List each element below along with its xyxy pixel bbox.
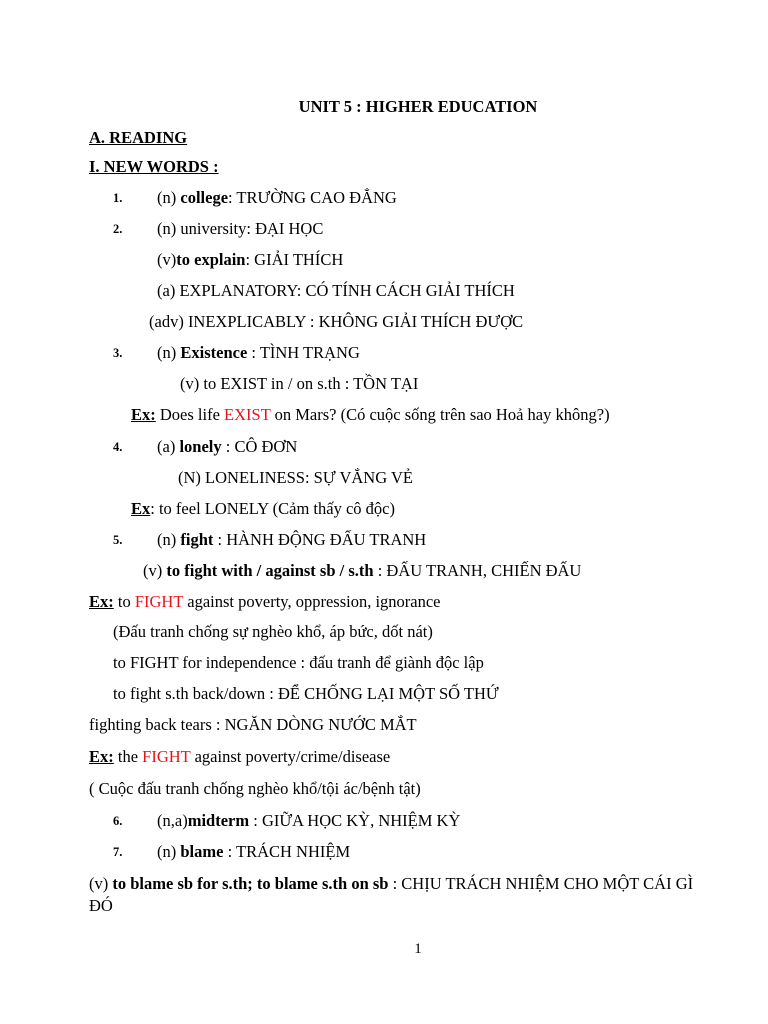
phrase-line-fight-back: to fight s.th back/down : ĐỂ CHỐNG LẠI MỘT SỐ THỨ — [113, 684, 499, 703]
vocab-line-explain — [157, 250, 343, 270]
vocab-meaning: : TRƯỜNG CAO ĐẲNG — [228, 188, 397, 207]
translation-line-crime: ( Cuộc đấu tranh chống nghèo khổ/tội ác/bệnh tật) — [89, 779, 421, 798]
item-number-5: 5. — [113, 533, 123, 547]
phrase-line-independence: to FIGHT for independence : đấu tranh để giành độc lập — [113, 653, 484, 672]
vocab-meaning: : CÔ ĐƠN — [221, 437, 298, 456]
item-number-6: 6. — [113, 814, 123, 828]
section-heading-reading: A. READING — [89, 128, 188, 147]
page-number: 1 — [414, 941, 422, 957]
pos-label: (n) — [157, 530, 181, 549]
vocab-word: to explain — [176, 250, 246, 269]
pos-label: (n) — [157, 188, 181, 207]
vocab-line-inexplicably: (adv) INEXPLICABLY : KHÔNG GIẢI THÍCH ĐƯỢC — [149, 312, 524, 331]
vocab-meaning: : ĐẤU TRANH, CHIẾN ĐẤU — [373, 561, 582, 580]
pos-label: (n,a) — [157, 811, 188, 830]
highlight-word: EXIST — [224, 405, 271, 424]
example-line-lonely — [131, 499, 395, 519]
example-text: to — [113, 592, 135, 611]
vocab-line-midterm — [157, 811, 460, 831]
section-heading-new-words: I. NEW WORDS : — [89, 157, 219, 176]
vocab-word: college — [180, 188, 229, 207]
vocab-meaning: : CHỊU TRÁCH NHIỆM CHO MỘT CÁI GÌ — [388, 874, 694, 893]
vocab-line-existence — [157, 343, 360, 363]
example-text: Does life — [155, 405, 225, 424]
vocab-meaning: : GIỮA HỌC KỲ, NHIỆM KỲ — [249, 811, 461, 830]
example-text: against poverty, oppression, ignorance — [183, 592, 441, 611]
vocab-line-exist: (v) to EXIST in / on s.th : TỒN TẠI — [180, 374, 419, 393]
vocab-meaning: : TÌNH TRẠNG — [247, 343, 360, 362]
vocab-line-loneliness: (N) LONELINESS: SỰ VẮNG VẺ — [178, 468, 413, 487]
vocab-line-fight-with — [143, 561, 581, 581]
vocab-word: blame — [180, 842, 224, 861]
page-title: UNIT 5 : HIGHER EDUCATION — [298, 97, 538, 116]
vocab-line-fight — [157, 530, 426, 550]
example-label: Ex: — [89, 592, 114, 611]
vocab-line-blame — [157, 842, 350, 862]
example-line-fight-poverty — [89, 592, 441, 612]
vocab-word: to blame sb for s.th; to blame s.th on sb — [112, 874, 389, 893]
phrase-line-tears: fighting back tears : NGĂN DÒNG NƯỚC MẮT — [89, 715, 417, 734]
item-number-7: 7. — [113, 845, 123, 859]
pos-label: (v) — [89, 874, 113, 893]
pos-label: (a) — [157, 437, 180, 456]
example-line-exist — [131, 405, 610, 425]
vocab-line-university: (n) university: ĐẠI HỌC — [157, 219, 324, 238]
example-text: : to feel LONELY (Cảm thấy cô độc) — [150, 499, 395, 518]
example-text: the — [113, 747, 143, 766]
item-number-4: 4. — [113, 440, 123, 454]
vocab-meaning: : GIẢI THÍCH — [245, 250, 344, 269]
translation-line: (Đấu tranh chống sự nghèo khổ, áp bức, dốt nát) — [113, 622, 433, 641]
example-label: Ex — [131, 499, 151, 518]
vocab-meaning: : HÀNH ĐỘNG ĐẤU TRANH — [213, 530, 427, 549]
example-text: against poverty/crime/disease — [190, 747, 391, 766]
item-number-2: 2. — [113, 222, 123, 236]
vocab-word: fight — [180, 530, 214, 549]
vocab-line-explanatory: (a) EXPLANATORY: CÓ TÍNH CÁCH GIẢI THÍCH — [157, 281, 515, 300]
pos-label: (v) — [157, 250, 177, 269]
highlight-word: FIGHT — [142, 747, 191, 766]
vocab-word: Existence — [180, 343, 248, 362]
vocab-word: lonely — [179, 437, 222, 456]
vocab-word: midterm — [187, 811, 250, 830]
vocab-meaning: : TRÁCH NHIỆM — [223, 842, 351, 861]
example-label: Ex: — [131, 405, 156, 424]
pos-label: (n) — [157, 842, 181, 861]
example-text: on Mars? (Có cuộc sống trên sao Hoả hay không?) — [270, 405, 610, 424]
example-label: Ex: — [89, 747, 114, 766]
example-line-fight-crime — [89, 747, 390, 767]
vocab-line-blame-verb — [89, 874, 693, 894]
highlight-word: FIGHT — [134, 592, 184, 611]
pos-label: (n) — [157, 343, 181, 362]
vocab-word: to fight with / against sb / s.th — [166, 561, 374, 580]
vocab-line-college — [157, 188, 397, 208]
item-number-1: 1. — [113, 191, 123, 205]
item-number-3: 3. — [113, 346, 123, 360]
vocab-line-blame-continued: ĐÓ — [89, 896, 113, 915]
pos-label: (v) — [143, 561, 167, 580]
vocab-line-lonely — [157, 437, 297, 457]
